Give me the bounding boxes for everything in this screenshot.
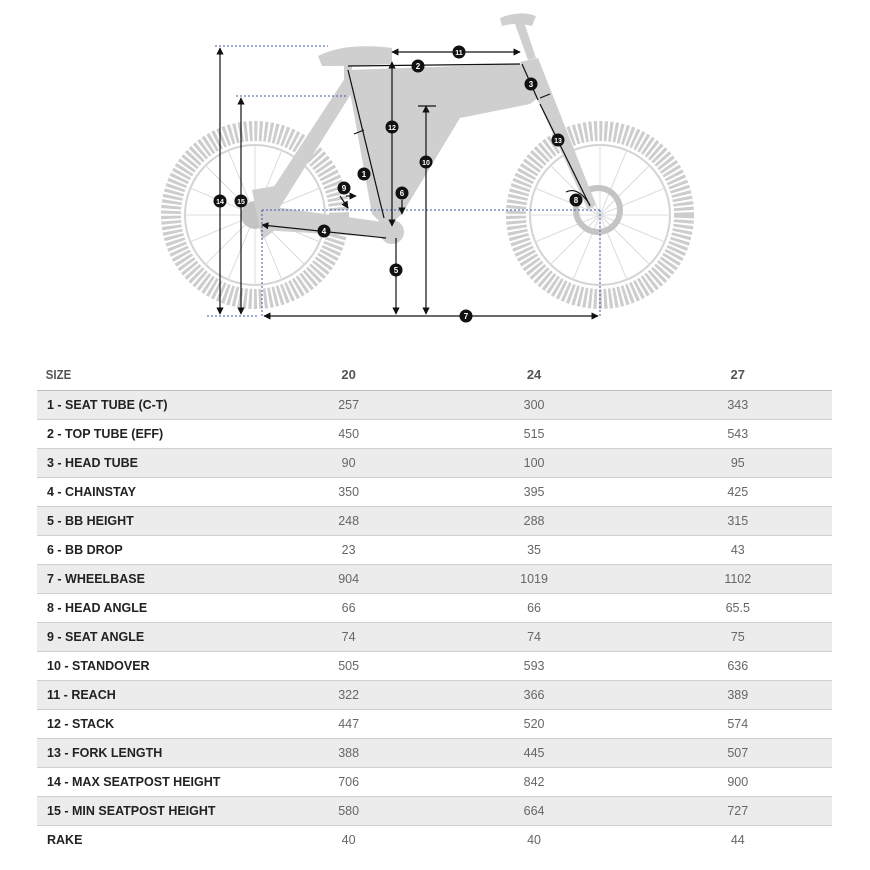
svg-text:12: 12 xyxy=(388,125,396,132)
callout-10 xyxy=(420,156,433,169)
cell-size-24: 288 xyxy=(425,507,644,536)
row-label: 12 - STACK xyxy=(37,710,273,739)
row-label: 4 - CHAINSTAY xyxy=(37,478,273,507)
table-row xyxy=(37,826,832,855)
table-row xyxy=(37,768,832,797)
callout-4 xyxy=(318,225,331,238)
cell-size-20: 40 xyxy=(273,826,425,855)
row-label: 9 - SEAT ANGLE xyxy=(37,623,273,652)
cell-size-20: 257 xyxy=(273,391,425,420)
table-row xyxy=(37,623,832,652)
cell-size-24: 1019 xyxy=(425,565,644,594)
cell-size-27: 95 xyxy=(644,449,832,478)
cell-size-20: 66 xyxy=(273,594,425,623)
geometry-table xyxy=(37,358,832,854)
callout-14 xyxy=(214,195,227,208)
svg-text:1: 1 xyxy=(361,170,367,179)
row-label: RAKE xyxy=(37,826,273,855)
cell-size-24: 40 xyxy=(425,826,644,855)
row-label: 13 - FORK LENGTH xyxy=(37,739,273,768)
callout-6 xyxy=(396,187,409,200)
cell-size-20: 450 xyxy=(273,420,425,449)
cell-size-27: 389 xyxy=(644,681,832,710)
svg-text:9: 9 xyxy=(341,184,347,193)
cell-size-20: 904 xyxy=(273,565,425,594)
cell-size-20: 248 xyxy=(273,507,425,536)
row-label: 11 - REACH xyxy=(37,681,273,710)
callout-5 xyxy=(390,264,403,277)
cell-size-20: 23 xyxy=(273,536,425,565)
cell-size-20: 90 xyxy=(273,449,425,478)
cell-size-20: 322 xyxy=(273,681,425,710)
svg-text:13: 13 xyxy=(554,138,562,145)
svg-text:5: 5 xyxy=(393,266,399,275)
size-27-header: 27 xyxy=(644,358,832,391)
cell-size-27: 727 xyxy=(644,797,832,826)
cell-size-27: 343 xyxy=(644,391,832,420)
table-row xyxy=(37,507,832,536)
svg-text:2: 2 xyxy=(415,62,421,71)
table-row xyxy=(37,420,832,449)
row-label: 5 - BB HEIGHT xyxy=(37,507,273,536)
cell-size-24: 520 xyxy=(425,710,644,739)
row-label: 1 - SEAT TUBE (C-T) xyxy=(37,391,273,420)
callout-8 xyxy=(570,194,583,207)
cell-size-27: 425 xyxy=(644,478,832,507)
row-label: 2 - TOP TUBE (EFF) xyxy=(37,420,273,449)
callout-15 xyxy=(235,195,248,208)
table-row xyxy=(37,565,832,594)
cell-size-24: 842 xyxy=(425,768,644,797)
table-row xyxy=(37,797,832,826)
cell-size-20: 580 xyxy=(273,797,425,826)
size-24-header: 24 xyxy=(425,358,644,391)
row-label: 15 - MIN SEATPOST HEIGHT xyxy=(37,797,273,826)
callout-11 xyxy=(453,46,466,59)
cell-size-27: 543 xyxy=(644,420,832,449)
callout-7 xyxy=(460,310,473,323)
svg-text:6: 6 xyxy=(399,189,405,198)
svg-text:14: 14 xyxy=(216,199,224,206)
table-row xyxy=(37,449,832,478)
cell-size-27: 1102 xyxy=(644,565,832,594)
cell-size-27: 900 xyxy=(644,768,832,797)
cell-size-27: 636 xyxy=(644,652,832,681)
table-header-row xyxy=(37,358,832,391)
cell-size-24: 66 xyxy=(425,594,644,623)
cell-size-20: 447 xyxy=(273,710,425,739)
bike-geometry-diagram xyxy=(0,0,870,340)
bike-frame xyxy=(252,13,596,244)
table-row xyxy=(37,681,832,710)
table-row xyxy=(37,710,832,739)
cell-size-27: 574 xyxy=(644,710,832,739)
svg-text:4: 4 xyxy=(321,227,327,236)
cell-size-24: 445 xyxy=(425,739,644,768)
callout-1 xyxy=(358,168,371,181)
row-label: 7 - WHEELBASE xyxy=(37,565,273,594)
svg-text:8: 8 xyxy=(573,196,579,205)
cell-size-27: 315 xyxy=(644,507,832,536)
cell-size-20: 706 xyxy=(273,768,425,797)
table-row xyxy=(37,594,832,623)
cell-size-24: 366 xyxy=(425,681,644,710)
size-20-header: 20 xyxy=(273,358,425,391)
svg-text:11: 11 xyxy=(455,50,463,57)
cell-size-20: 350 xyxy=(273,478,425,507)
table-row xyxy=(37,391,832,420)
cell-size-27: 43 xyxy=(644,536,832,565)
cell-size-27: 75 xyxy=(644,623,832,652)
cell-size-24: 593 xyxy=(425,652,644,681)
cell-size-20: 74 xyxy=(273,623,425,652)
size-header: SIZE xyxy=(37,358,244,391)
table-row xyxy=(37,652,832,681)
row-label: 3 - HEAD TUBE xyxy=(37,449,273,478)
cell-size-24: 100 xyxy=(425,449,644,478)
cell-size-24: 515 xyxy=(425,420,644,449)
cell-size-20: 505 xyxy=(273,652,425,681)
callout-9 xyxy=(338,182,351,195)
row-label: 10 - STANDOVER xyxy=(37,652,273,681)
cell-size-20: 388 xyxy=(273,739,425,768)
cell-size-27: 65.5 xyxy=(644,594,832,623)
cell-size-27: 507 xyxy=(644,739,832,768)
cell-size-24: 35 xyxy=(425,536,644,565)
cell-size-24: 74 xyxy=(425,623,644,652)
cell-size-24: 664 xyxy=(425,797,644,826)
svg-text:10: 10 xyxy=(422,160,430,167)
table-row xyxy=(37,536,832,565)
svg-text:7: 7 xyxy=(463,312,469,321)
callout-2 xyxy=(412,60,425,73)
table-row xyxy=(37,739,832,768)
callout-13 xyxy=(552,134,565,147)
table-row xyxy=(37,478,832,507)
row-label: 8 - HEAD ANGLE xyxy=(37,594,273,623)
row-label: 14 - MAX SEATPOST HEIGHT xyxy=(37,768,273,797)
row-label: 6 - BB DROP xyxy=(37,536,273,565)
callout-3 xyxy=(525,78,538,91)
svg-text:15: 15 xyxy=(237,199,245,206)
cell-size-24: 395 xyxy=(425,478,644,507)
svg-text:3: 3 xyxy=(528,80,534,89)
cell-size-27: 44 xyxy=(644,826,832,855)
cell-size-24: 300 xyxy=(425,391,644,420)
callout-12 xyxy=(386,121,399,134)
